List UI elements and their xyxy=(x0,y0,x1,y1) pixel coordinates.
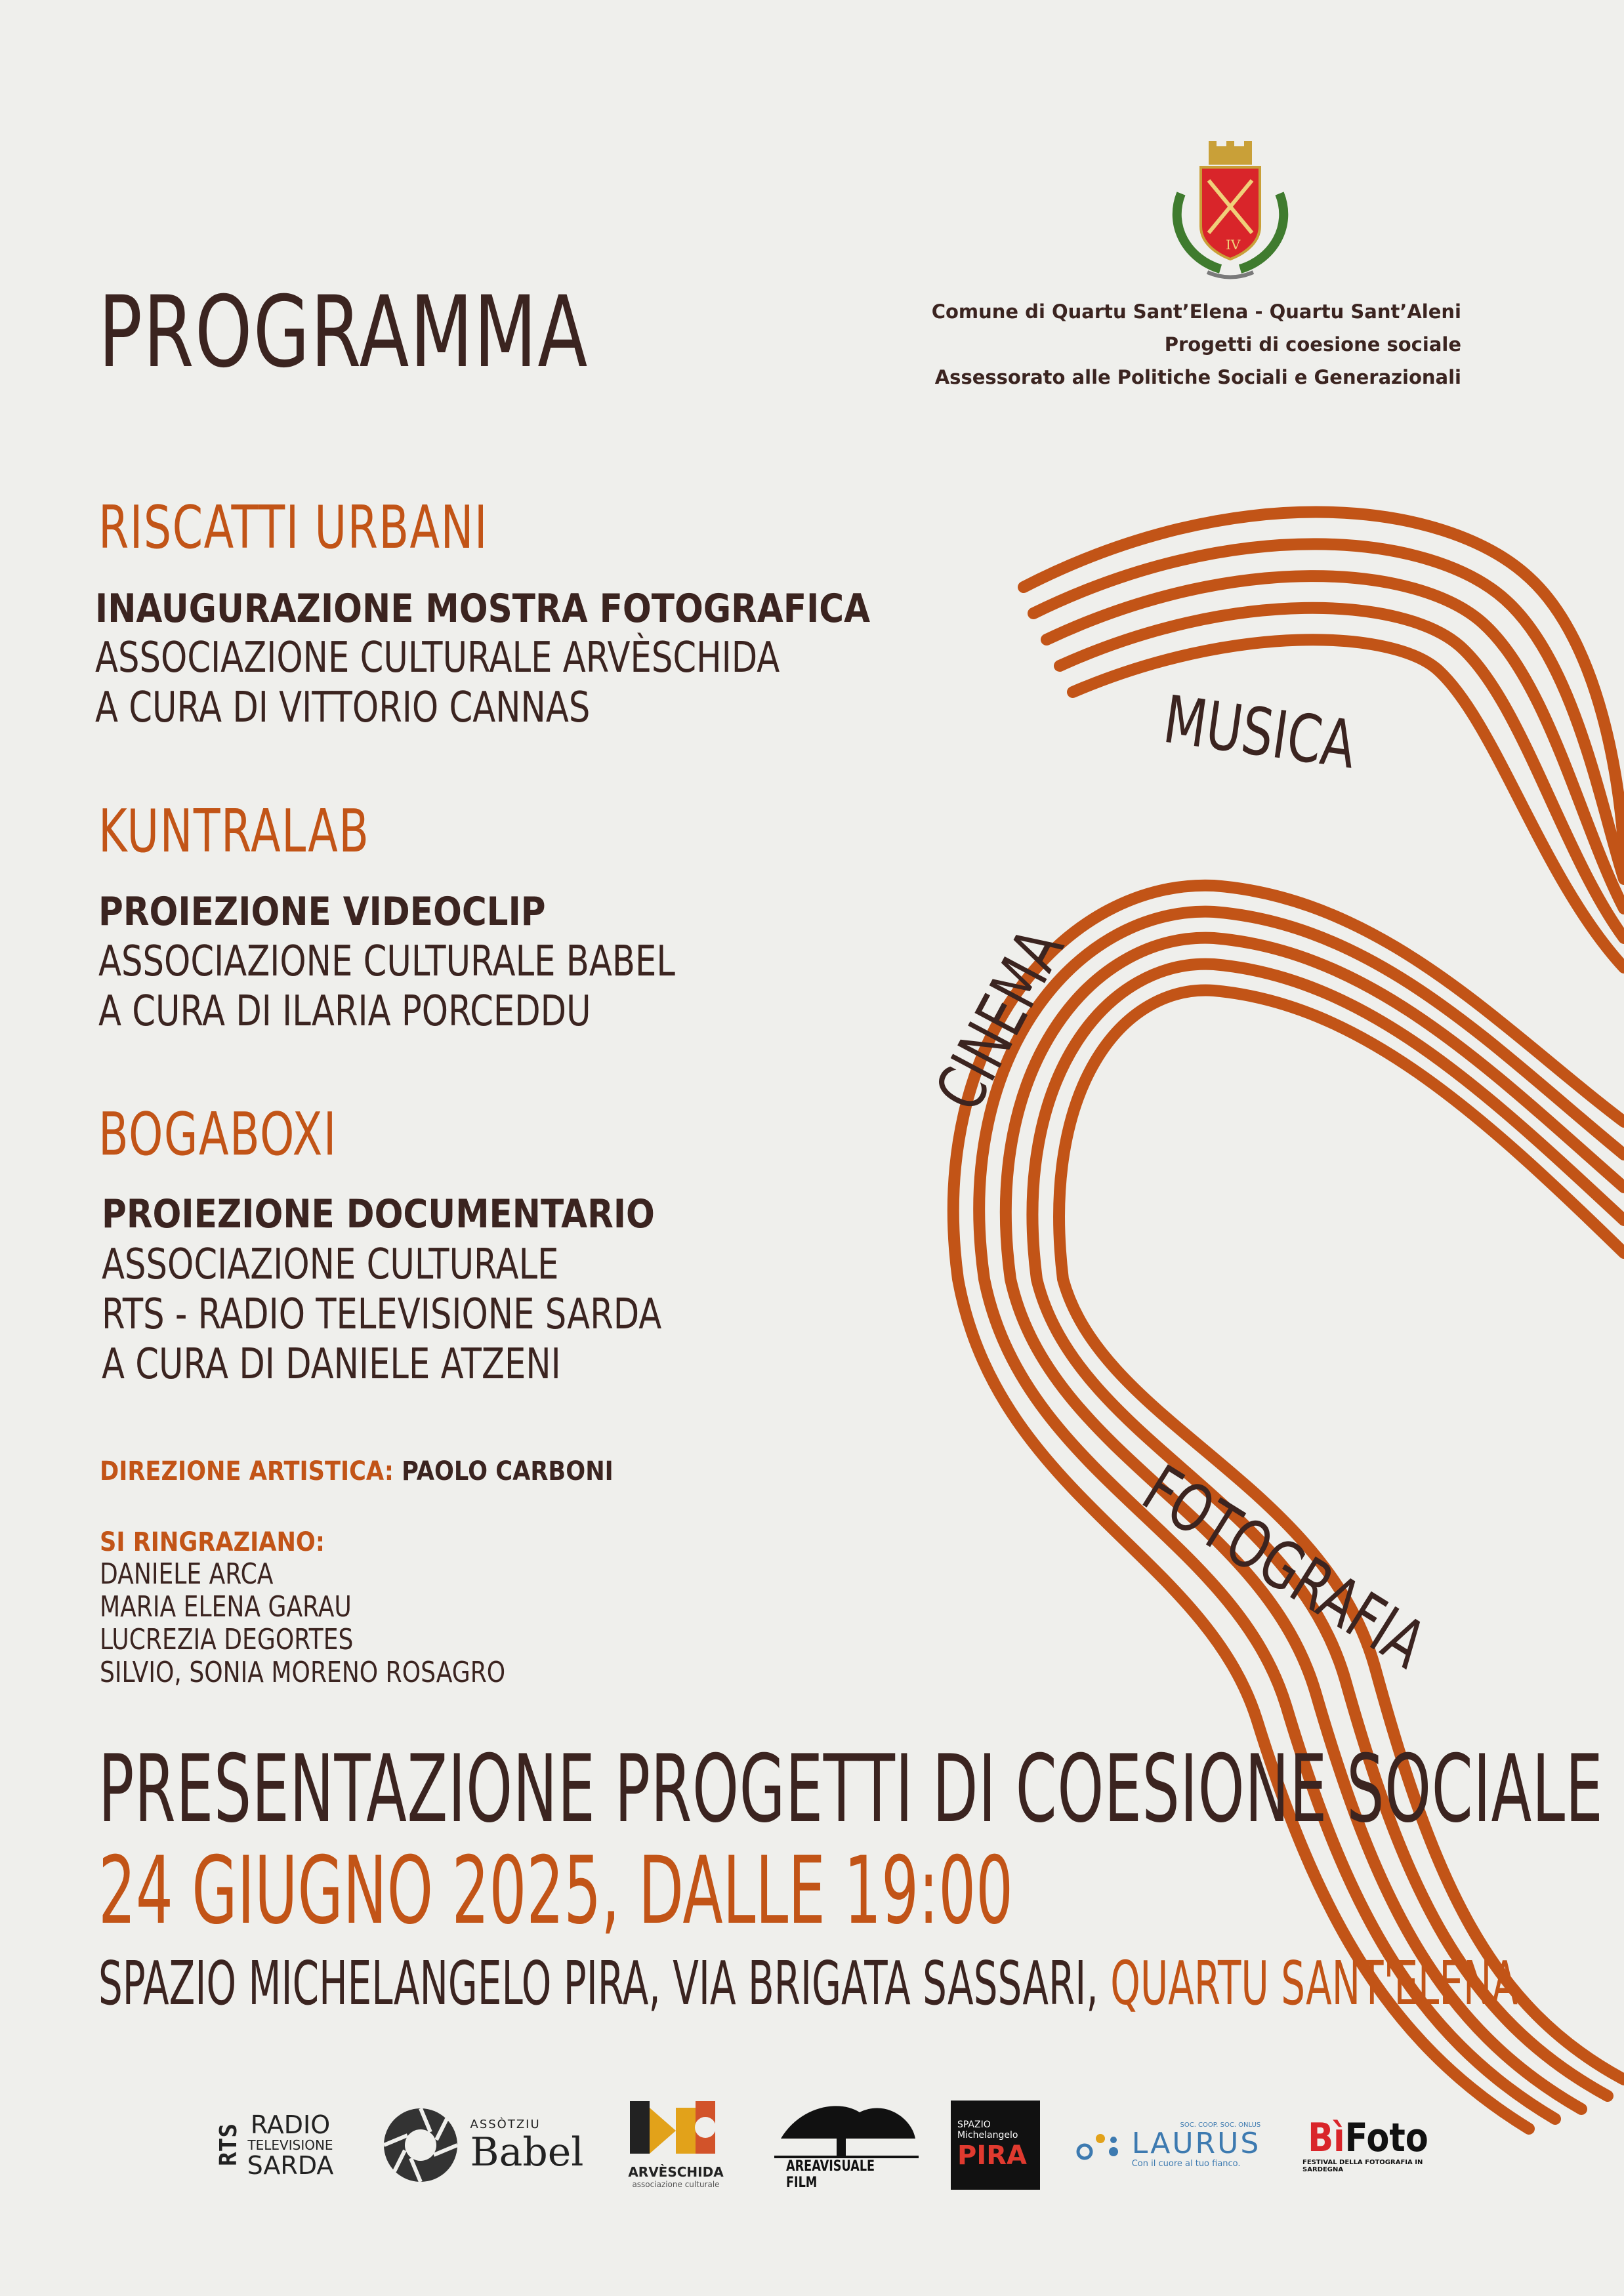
section-line: ASSOCIAZIONE CULTURALE ARVÈSCHIDA xyxy=(95,634,780,682)
rts-mark: RTS xyxy=(215,2123,242,2167)
section-title-bogaboxi: BOGABOXI xyxy=(98,1100,337,1169)
venue-address: SPAZIO MICHELANGELO PIRA, VIA BRIGATA SASSARI, xyxy=(98,1948,1098,2019)
wave-label-musica: MUSICA xyxy=(1159,681,1361,784)
thanks-item: MARIA ELENA GARAU xyxy=(100,1590,352,1624)
thanks-item: DANIELE ARCA xyxy=(100,1557,274,1591)
logo-pira xyxy=(950,2080,1041,2211)
thanks-item: LUCREZIA DEGORTES xyxy=(100,1623,354,1656)
artistic-direction-label: DIREZIONE ARTISTICA: xyxy=(100,1456,394,1486)
wave-label-cinema: CINEMA xyxy=(921,916,1079,1123)
section-line: RTS - RADIO TELEVISIONE SARDA xyxy=(102,1290,662,1339)
tree-icon xyxy=(774,2099,919,2158)
section-subtitle: INAUGURAZIONE MOSTRA FOTOGRAFICA xyxy=(95,586,871,632)
municipality-line: Assessorato alle Politiche Sociali e Generazionali xyxy=(934,366,1461,388)
section-line: A CURA DI VITTORIO CANNAS xyxy=(95,684,591,732)
wave-label-fotografia: FOTOGRAFIA xyxy=(1130,1450,1439,1683)
artistic-direction xyxy=(100,1456,614,1486)
section-title-riscatti-urbani: RISCATTI URBANI xyxy=(98,493,489,562)
event-headline: PRESENTAZIONE PROGETTI DI COESIONE SOCIALE xyxy=(98,1735,1604,1843)
areavisuale-name: AREAVISUALE FILM xyxy=(786,2158,875,2191)
arveschida-sub: associazione culturale xyxy=(632,2180,720,2189)
pira-name: PIRA xyxy=(957,2141,1027,2171)
bifoto-name-a: Bì xyxy=(1308,2115,1345,2161)
laurus-tagline: Con il cuore al tuo fianco. xyxy=(1131,2159,1241,2169)
rts-line2: TELEVISIONE xyxy=(247,2137,333,2153)
section-subtitle: PROIEZIONE DOCUMENTARIO xyxy=(102,1191,655,1237)
laurus-name: LAURUS xyxy=(1131,2127,1261,2160)
thanks-list xyxy=(100,1558,505,1689)
municipality-line: Progetti di coesione sociale xyxy=(1164,333,1461,356)
thanks-item: SILVIO, SONIA MORENO ROSAGRO xyxy=(100,1656,506,1689)
section-subtitle: PROIEZIONE VIDEOCLIP xyxy=(98,889,546,935)
municipality-line: Comune di Quartu Sant’Elena - Quartu Sant’Aleni xyxy=(931,300,1461,323)
city-crest-icon xyxy=(1168,141,1293,285)
page-title: PROGRAMMA xyxy=(98,276,589,390)
section-title-kuntralab: KUNTRALAB xyxy=(98,797,370,866)
event-venue xyxy=(98,1948,1518,2019)
municipality-info xyxy=(871,295,1461,394)
pira-line2: Michelangelo xyxy=(957,2130,1018,2141)
laurus-small: SOC. COOP. SOC. ONLUS xyxy=(1180,2122,1261,2129)
bifoto-name-b: Foto xyxy=(1344,2115,1428,2161)
section-line: A CURA DI ILARIA PORCEDDU xyxy=(98,987,591,1036)
rts-line3: SARDA xyxy=(247,2151,334,2180)
logo-rts xyxy=(209,2080,340,2211)
pira-line1: SPAZIO xyxy=(957,2120,991,2130)
thanks-heading: SI RINGRAZIANO: xyxy=(100,1527,325,1557)
section-line: ASSOCIAZIONE CULTURALE BABEL xyxy=(98,937,675,986)
section-line: ASSOCIAZIONE CULTURALE xyxy=(102,1240,559,1289)
event-date: 24 GIUGNO 2025, DALLE 19:00 xyxy=(98,1837,1014,1945)
section-line: A CURA DI DANIELE ATZENI xyxy=(102,1340,561,1389)
crest-numeral: IV xyxy=(1226,237,1241,253)
aperture-icon xyxy=(381,2106,460,2184)
laurus-mark-icon xyxy=(1075,2125,1128,2165)
arveschida-name: ARVÈSCHIDA xyxy=(628,2164,724,2180)
logo-bifoto xyxy=(1302,2080,1434,2211)
arveschida-mark-icon xyxy=(630,2101,722,2160)
bifoto-sub: FESTIVAL DELLA FOTOGRAFIA IN SARDEGNA xyxy=(1302,2159,1423,2173)
logo-areavisuale xyxy=(771,2080,922,2211)
rts-line1: RADIO xyxy=(250,2110,331,2139)
logo-laurus xyxy=(1070,2080,1266,2211)
logo-arveschida xyxy=(617,2080,735,2211)
babel-small: ASSÒTZIU xyxy=(470,2117,541,2131)
babel-name: Babel xyxy=(470,2129,584,2175)
sponsor-logos xyxy=(0,2080,1624,2211)
venue-city: QUARTU SANT'ELENA xyxy=(1110,1948,1518,2019)
logo-babel xyxy=(374,2080,591,2211)
artistic-direction-name: PAOLO CARBONI xyxy=(402,1456,614,1486)
